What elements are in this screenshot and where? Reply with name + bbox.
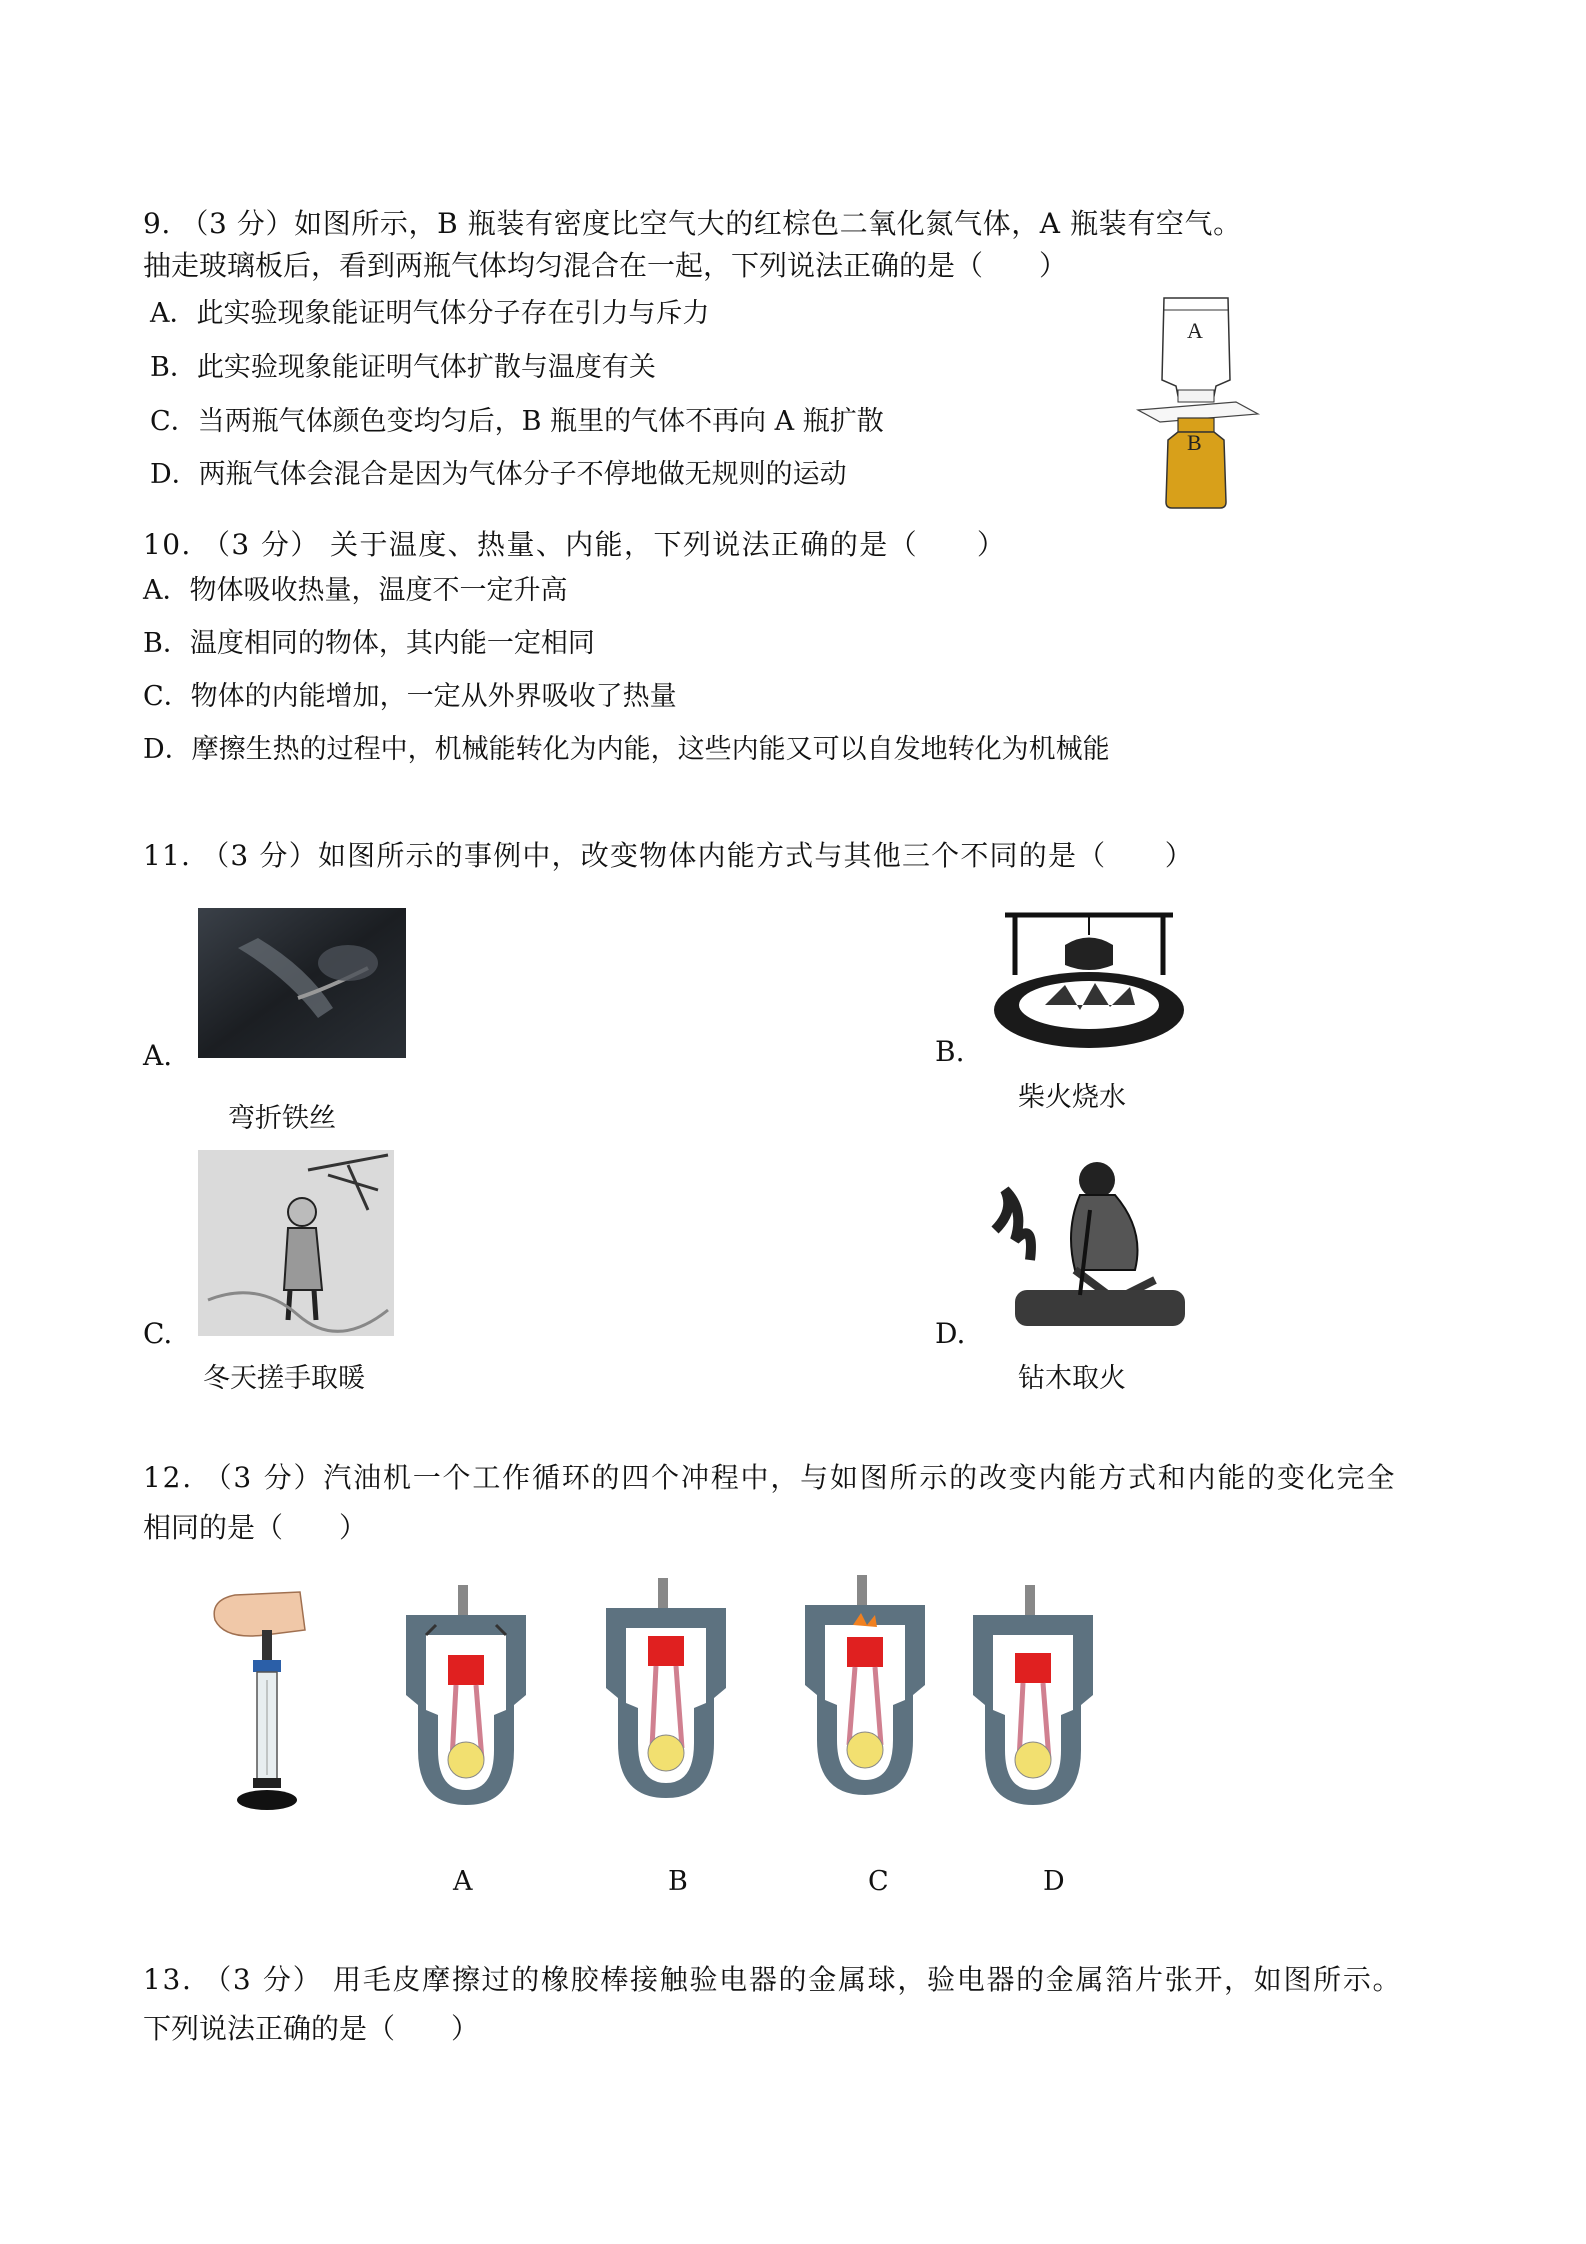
q10-option-d: D．摩擦生热的过程中，机械能转化为内能，这些内能又可以自发地转化为机械能 (143, 734, 1110, 765)
q12-label-d: D (1043, 1866, 1065, 1897)
drilling-wood-image (985, 1150, 1193, 1336)
q11-option-c-caption: 冬天搓手取暖 (203, 1363, 365, 1394)
q10-option-b: B．温度相同的物体，其内能一定相同 (143, 628, 595, 659)
bottle-b-label: B (1187, 430, 1202, 455)
q9-stem-line1: 9. （3 分）如图所示，B 瓶装有密度比空气大的红棕色二氧化氮气体，A 瓶装有空气。 (143, 207, 1242, 240)
bending-wire-image (198, 908, 406, 1058)
winter-hands-image (198, 1150, 394, 1336)
gas-bottles-figure (1128, 290, 1268, 510)
q11-option-b-letter: B. (935, 1035, 965, 1068)
q11-option-b-caption: 柴火烧水 (1018, 1082, 1126, 1113)
q9-option-d: D．两瓶气体会混合是因为气体分子不停地做无规则的运动 (150, 459, 847, 490)
firewood-kettle-image (985, 905, 1193, 1055)
q10-option-c: C．物体的内能增加，一定从外界吸收了热量 (143, 681, 677, 712)
engine-stroke-c-figure (795, 1565, 935, 1805)
q13-stem-line2: 下列说法正确的是（ ） (143, 2012, 480, 2045)
q13-stem-line1: 13. （3 分） 用毛皮摩擦过的橡胶棒接触验电器的金属球，验电器的金属箔片张开，如图所示。 (143, 1963, 1403, 1996)
q11-option-d-letter: D. (935, 1317, 966, 1350)
q11-option-a-letter: A. (143, 1039, 173, 1072)
q9-option-b: B．此实验现象能证明气体扩散与温度有关 (150, 352, 656, 383)
q12-stem-line1: 12. （3 分）汽油机一个工作循环的四个冲程中，与如图所示的改变内能方式和内能的变化完全 (143, 1461, 1397, 1494)
q11-stem: 11. （3 分）如图所示的事例中，改变物体内能方式与其他三个不同的是（ ） (143, 839, 1194, 872)
q11-option-a-caption: 弯折铁丝 (228, 1103, 336, 1134)
engine-stroke-b-figure (596, 1568, 736, 1808)
engine-stroke-a-figure (396, 1575, 536, 1815)
q9-option-a: A．此实验现象能证明气体分子存在引力与斥力 (150, 298, 710, 329)
q12-label-c: C (868, 1866, 889, 1897)
q9-stem-line2: 抽走玻璃板后，看到两瓶气体均匀混合在一起，下列说法正确的是（ ） (143, 249, 1068, 282)
q11-option-c-letter: C. (143, 1317, 173, 1350)
air-compression-piston-figure (205, 1590, 315, 1820)
q10-option-a: A．物体吸收热量，温度不一定升高 (143, 575, 568, 606)
q12-label-b: B (668, 1866, 688, 1897)
q11-option-d-caption: 钻木取火 (1018, 1363, 1126, 1394)
q12-stem-line2: 相同的是（ ） (143, 1511, 368, 1544)
q9-option-c: C．当两瓶气体颜色变均匀后，B 瓶里的气体不再向 A 瓶扩散 (150, 406, 884, 437)
q10-stem: 10. （3 分） 关于温度、热量、内能，下列说法正确的是（ ） (143, 528, 1007, 561)
q12-label-a: A (453, 1866, 473, 1897)
engine-stroke-d-figure (963, 1575, 1103, 1815)
bottle-a-label: A (1187, 318, 1203, 343)
